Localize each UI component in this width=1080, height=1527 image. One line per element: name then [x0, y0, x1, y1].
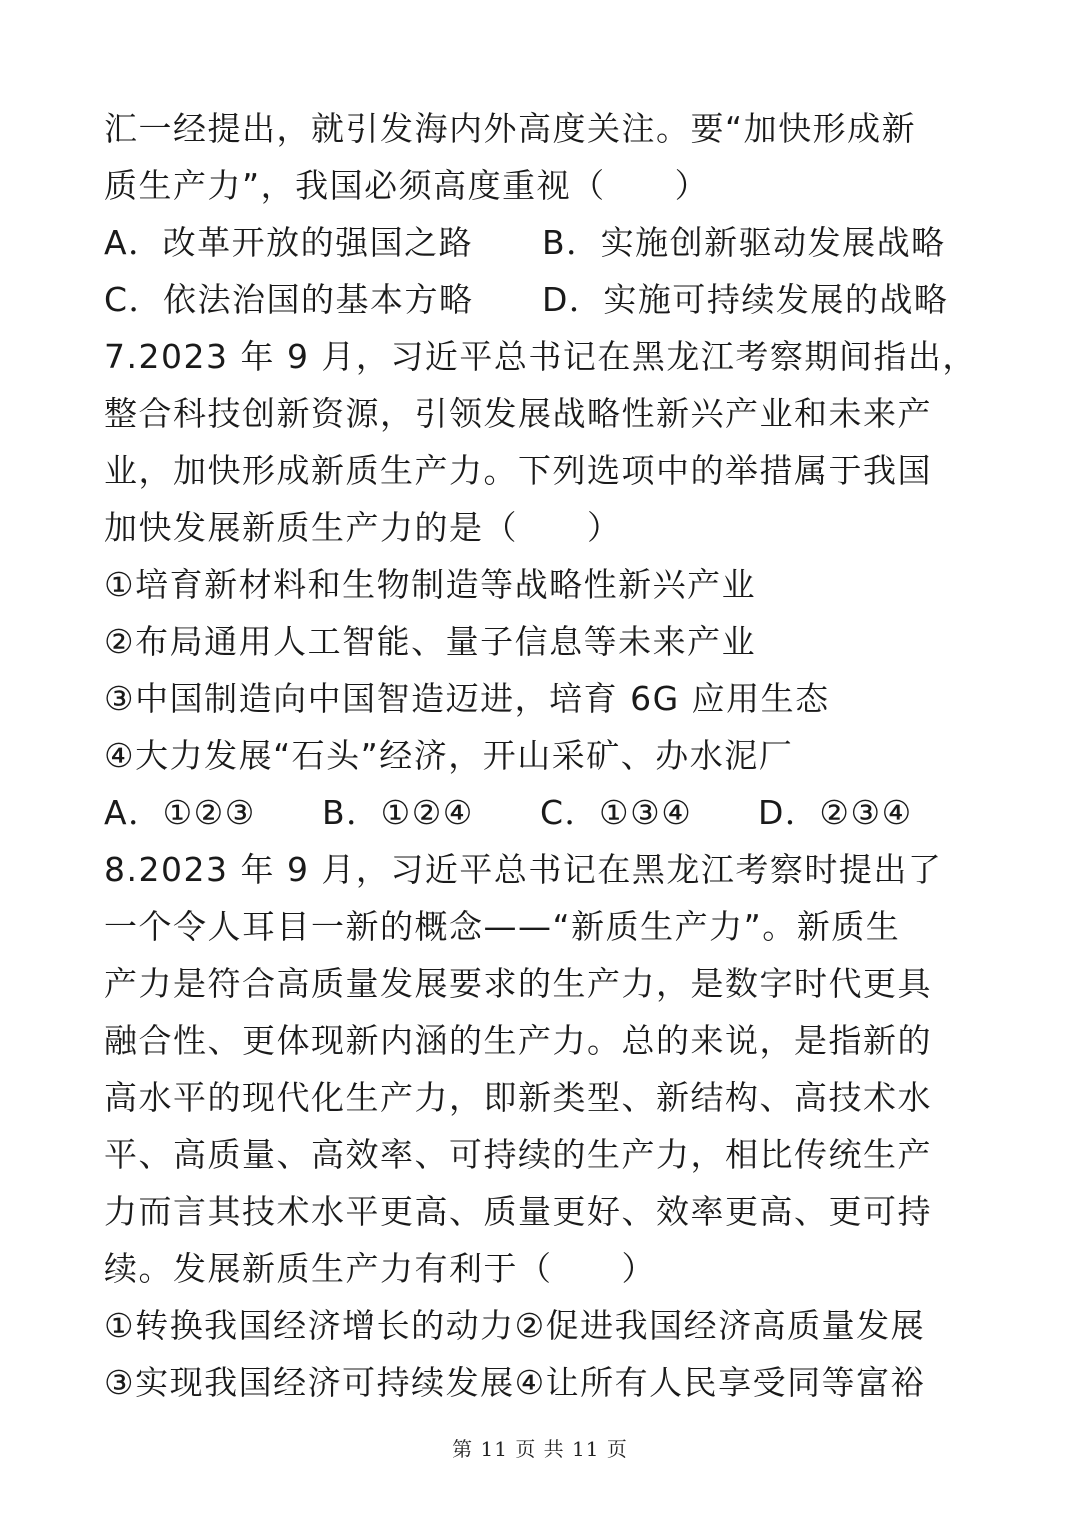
q7-option-a: A．①②③ — [104, 793, 256, 832]
q7-item-1: ①培育新材料和生物制造等战略性新兴产业 — [104, 565, 757, 604]
q6-options-row-1 — [104, 214, 984, 271]
q8-item-row-2: ③实现我国经济可持续发展④让所有人民享受同等富裕 — [104, 1363, 926, 1402]
q7-item-2: ②布局通用人工智能、量子信息等未来产业 — [104, 622, 757, 661]
q8-stem-line-8: 续。发展新质生产力有利于（ ） — [104, 1249, 656, 1288]
q7-stem-line-1: 7.2023 年 9 月，习近平总书记在黑龙江考察期间指出， — [104, 337, 977, 376]
q8-stem-line-5: 高水平的现代化生产力，即新类型、新结构、高技术水 — [104, 1078, 932, 1117]
q6-option-c: C．依法治国的基本方略 — [104, 280, 474, 319]
q7-stem-line-4: 加快发展新质生产力的是（ ） — [104, 508, 622, 547]
q8-stem-line-2: 一个令人耳目一新的概念——“新质生产力”。新质生 — [104, 907, 901, 946]
q7-stem-line-2: 整合科技创新资源，引领发展战略性新兴产业和未来产 — [104, 394, 932, 433]
q8-stem-line-7: 力而言其技术水平更高、质量更好、效率更高、更可持 — [104, 1192, 932, 1231]
q6-option-a: A．改革开放的强国之路 — [104, 223, 474, 262]
q8-item-row-1: ①转换我国经济增长的动力②促进我国经济高质量发展 — [104, 1306, 926, 1345]
q6-option-b: B．实施创新驱动发展战略 — [542, 223, 946, 262]
q7-item-4: ④大力发展“石头”经济，开山采矿、办水泥厂 — [104, 736, 794, 775]
page-number-footer: 第 11 页 共 11 页 — [452, 1437, 628, 1461]
q6-options-row-2 — [104, 271, 984, 328]
q7-stem-line-3: 业，加快形成新质生产力。下列选项中的举措属于我国 — [104, 451, 932, 490]
q7-item-3: ③中国制造向中国智造迈进，培育 6G 应用生态 — [104, 679, 830, 718]
q7-option-c: C．①③④ — [540, 793, 693, 832]
q7-options-row — [104, 784, 984, 841]
q7-option-b: B．①②④ — [322, 793, 474, 832]
q8-stem-line-1: 8.2023 年 9 月，习近平总书记在黑龙江考察时提出了 — [104, 850, 943, 889]
q6-option-d: D．实施可持续发展的战略 — [542, 280, 949, 319]
question-content — [104, 100, 984, 1411]
q8-stem-line-6: 平、高质量、高效率、可持续的生产力，相比传统生产 — [104, 1135, 932, 1174]
q7-option-d: D．②③④ — [758, 793, 913, 832]
q6-stem-line-2: 质生产力”，我国必须高度重视（ ） — [104, 166, 710, 205]
q6-stem-line-1: 汇一经提出，就引发海内外高度关注。要“加快形成新 — [104, 109, 917, 148]
q8-stem-line-3: 产力是符合高质量发展要求的生产力，是数字时代更具 — [104, 964, 932, 1003]
q8-stem-line-4: 融合性、更体现新内涵的生产力。总的来说，是指新的 — [104, 1021, 932, 1060]
